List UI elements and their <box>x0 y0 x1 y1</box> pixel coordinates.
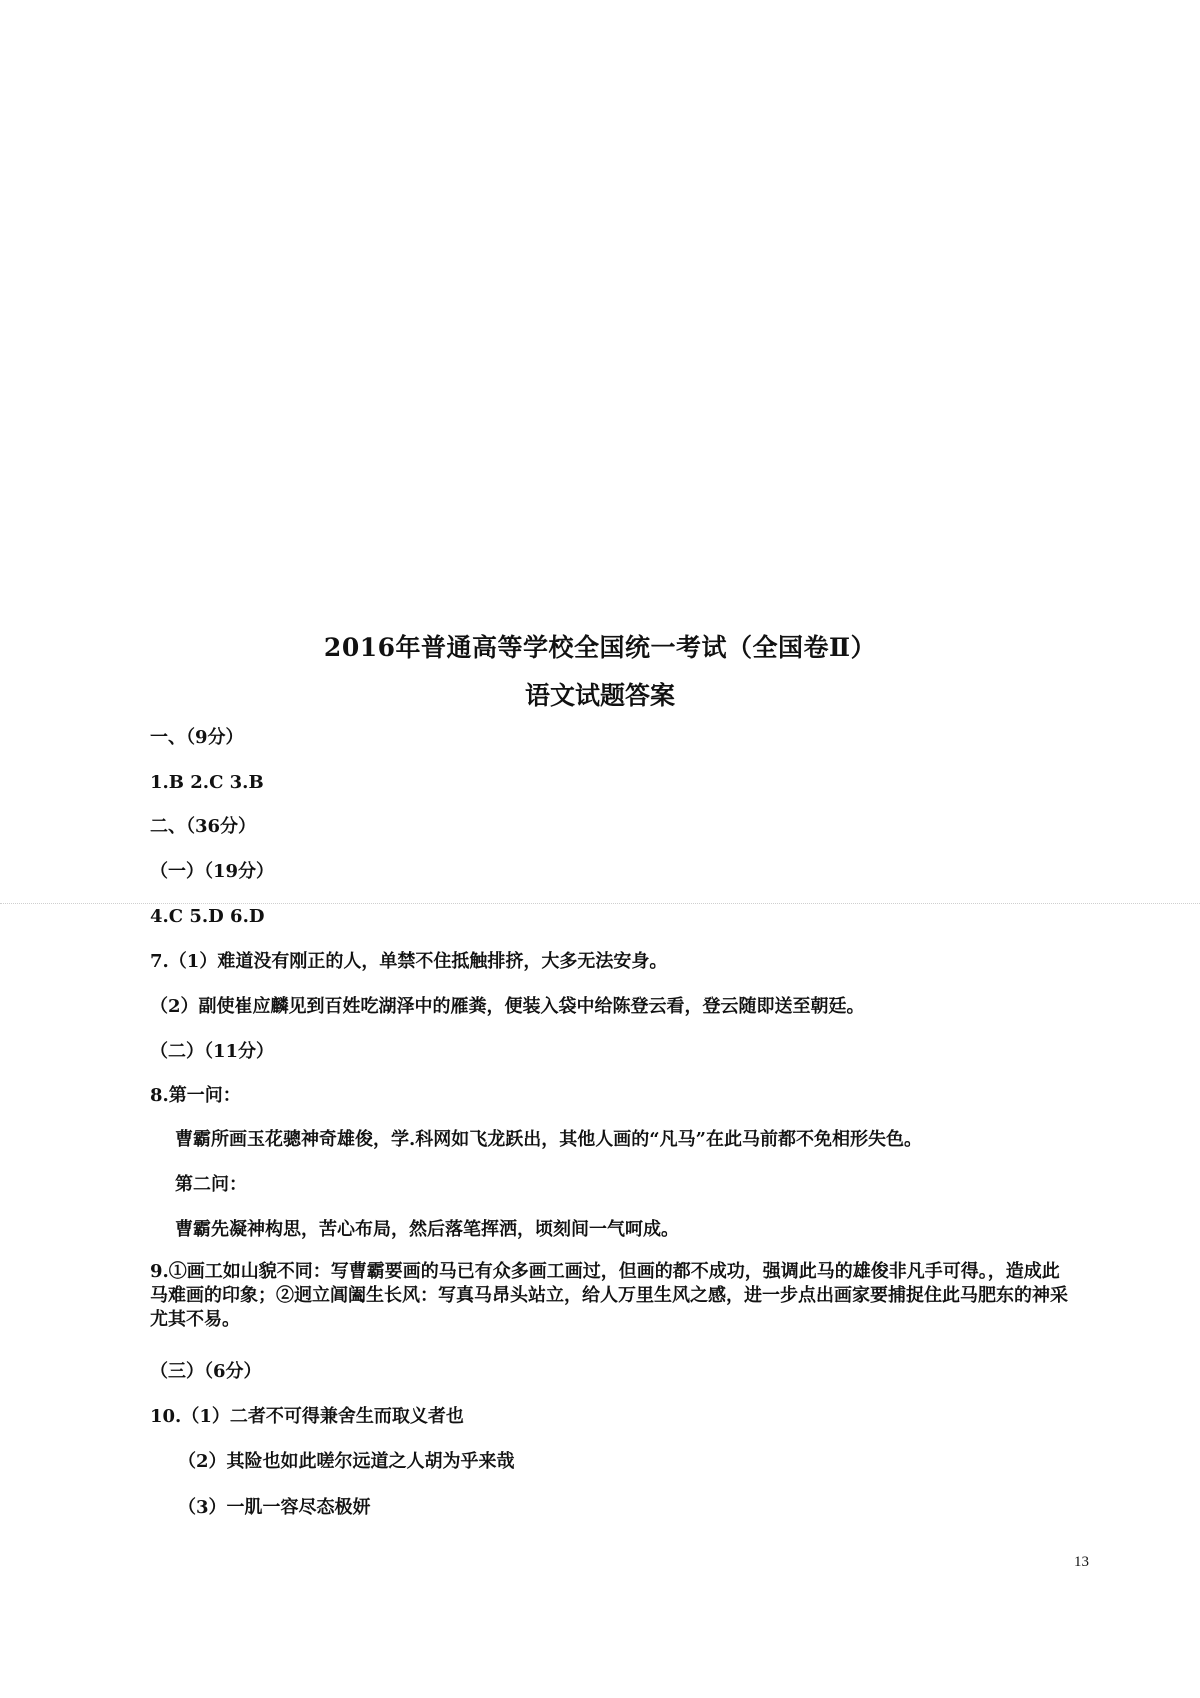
answer-q10-part2: （2）其险也如此嗟尔远道之人胡为乎来哉 <box>178 1451 515 1472</box>
answer-q8-first: 曹霸所画玉花骢神奇雄俊，学.科网如飞龙跃出，其他人画的“凡马”在此马前都不免相形失色。 <box>175 1129 922 1150</box>
answer-line-1-3: 1.B 2.C 3.B <box>150 772 264 793</box>
answer-q8-second-heading: 第二问： <box>175 1174 247 1195</box>
page-divider <box>0 903 1200 904</box>
answer-q8-second: 曹霸先凝神构思，苦心布局，然后落笔挥洒，顷刻间一气呵成。 <box>175 1219 679 1240</box>
subsection-heading-3: （三）（6分） <box>150 1361 262 1382</box>
section-heading-2: 二、（36分） <box>150 816 257 837</box>
document-title: 2016年普通高等学校全国统一考试（全国卷Ⅱ） <box>323 633 877 662</box>
answer-q7-part2: （2）副使崔应麟见到百姓吃湖泽中的雁粪，便装入袋中给陈登云看，登云随即送至朝廷。 <box>150 996 865 1017</box>
answer-q7-part1: 7.（1）难道没有刚正的人，单禁不住抵触排挤，大多无法安身。 <box>150 951 668 972</box>
subsection-heading-2: （二）（11分） <box>150 1041 275 1062</box>
subsection-heading-1: （一）（19分） <box>150 861 275 882</box>
document-subtitle: 语文试题答案 <box>524 681 675 710</box>
answer-line-4-6: 4.C 5.D 6.D <box>150 906 265 927</box>
answer-q10-part1: 10.（1）二者不可得兼舍生而取义者也 <box>150 1406 464 1427</box>
answer-q9: 9.①画工如山貌不同：写曹霸要画的马已有众多画工画过，但画的都不成功，强调此马的雄俊非凡手可得。，造成此马难画的印象；②迥立阊阖生长风：写真马昂头站立，给人万里生风之感，进一步点出画家要捕捉住此马肥东的神采尤其不易。 <box>150 1261 1068 1330</box>
page-number: 13 <box>1074 1554 1089 1570</box>
answer-q8-heading: 8.第一问： <box>150 1085 241 1106</box>
section-heading-1: 一、（9分） <box>150 727 244 748</box>
answer-q10-part3: （3）一肌一容尽态极妍 <box>178 1497 371 1518</box>
